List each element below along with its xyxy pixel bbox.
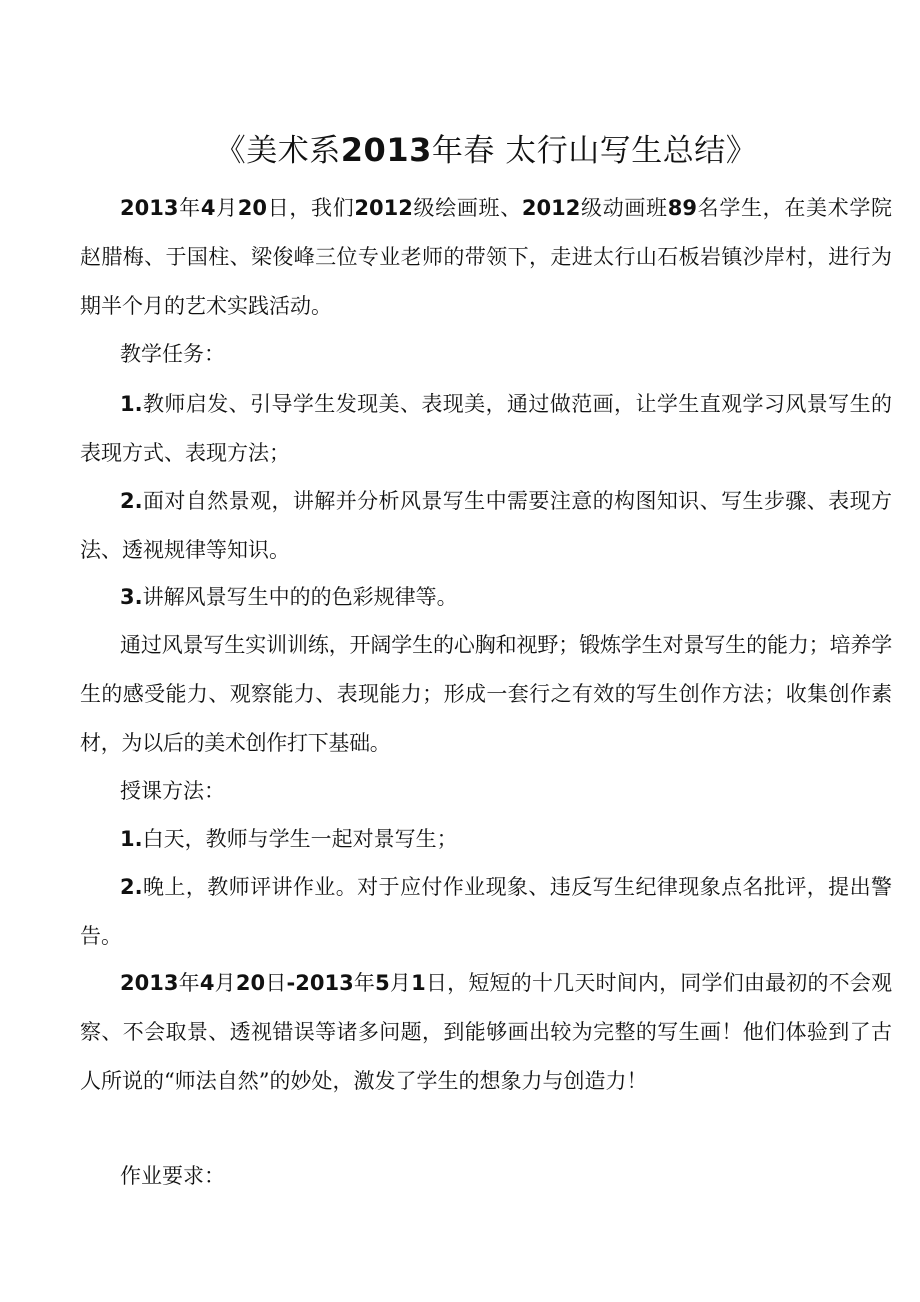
result-num: 20 (235, 971, 266, 995)
result-text: 月 (389, 971, 412, 995)
intro-text: 年 (178, 196, 201, 220)
result-num: 1 (411, 971, 426, 995)
item-number: 1. (120, 392, 143, 416)
intro-text: 级绘画班、 (412, 196, 522, 220)
intro-paragraph (80, 184, 892, 331)
intro-num: 20 (237, 196, 268, 220)
intro-num: 2012 (354, 196, 413, 220)
title-suffix: 年春 太行山写生总结》 (431, 133, 758, 169)
intro-num: 2012 (521, 196, 581, 220)
intro-text: 日，我们 (267, 196, 355, 220)
intro-num: 2013 (120, 196, 179, 220)
title-year: 2013 (340, 131, 432, 169)
teaching-item-1 (80, 380, 892, 478)
intro-num: 89 (667, 196, 697, 220)
result-num: 4 (199, 971, 215, 995)
result-text: 月 (214, 971, 236, 995)
homework-heading: 作业要求： (120, 1164, 225, 1188)
item-text: 白天，教师与学生一起对景写生； (142, 827, 458, 851)
result-num: 5 (375, 971, 390, 995)
item-text: 面对自然景观，讲解并分析风景写生中需要注意的构图知识、写生步骤、表现方法、透视规律等知识。 (80, 489, 892, 562)
result-text: 年 (178, 971, 200, 995)
document-title (80, 120, 892, 181)
item-number: 1. (120, 827, 143, 851)
method-heading: 授课方法： (120, 779, 225, 803)
teaching-item-2 (80, 477, 892, 575)
result-text: 年 (353, 971, 376, 995)
method-item-1 (80, 815, 892, 864)
result-num: 2013 (120, 971, 179, 995)
method-item-2 (80, 863, 892, 961)
item-text: 晚上，教师评讲作业。对于应付作业现象、违反写生纪律现象点名批评，提出警告。 (80, 875, 892, 948)
teaching-item-3 (80, 573, 892, 622)
result-text: 日 (265, 971, 287, 995)
item-number: 3. (120, 585, 143, 609)
teaching-heading: 教学任务： (120, 342, 225, 366)
intro-text: 级动画班 (580, 196, 668, 220)
title-prefix: 《美术系 (214, 133, 341, 169)
item-text: 教师启发、引导学生发现美、表现美，通过做范画，让学生直观学习风景写生的表现方式、表现方法； (80, 392, 892, 465)
intro-text: 月 (215, 196, 238, 220)
intro-num: 4 (200, 196, 216, 220)
result-text: 日，短短的十几天时间内，同学们由最初的不会观察、不会取景、透视错误等诸多问题，到能够画出较为完整的写生画！他们体验到了古人所说的“师法自然”的妙处，激发了学生的想象力与创造力！ (80, 971, 893, 1093)
result-num: -2013 (286, 971, 354, 995)
result-paragraph (80, 959, 892, 1106)
teaching-summary: 通过风景写生实训训练，开阔学生的心胸和视野；锻炼学生对景写生的能力；培养学生的感受能力、观察能力、表现能力；形成一套行之有效的写生创作方法；收集创作素材，为以后的美术创作打下基础。 (80, 633, 892, 755)
item-number: 2. (120, 489, 143, 513)
item-text: 讲解风景写生中的的色彩规律等。 (142, 585, 458, 609)
item-number: 2. (120, 875, 143, 899)
intro-text: 名学生，在美术学院赵腊梅、于国柱、梁俊峰三位专业老师的带领下，走进太行山石板岩镇沙岸村，进行为期半个月的艺术实践活动。 (80, 196, 893, 318)
